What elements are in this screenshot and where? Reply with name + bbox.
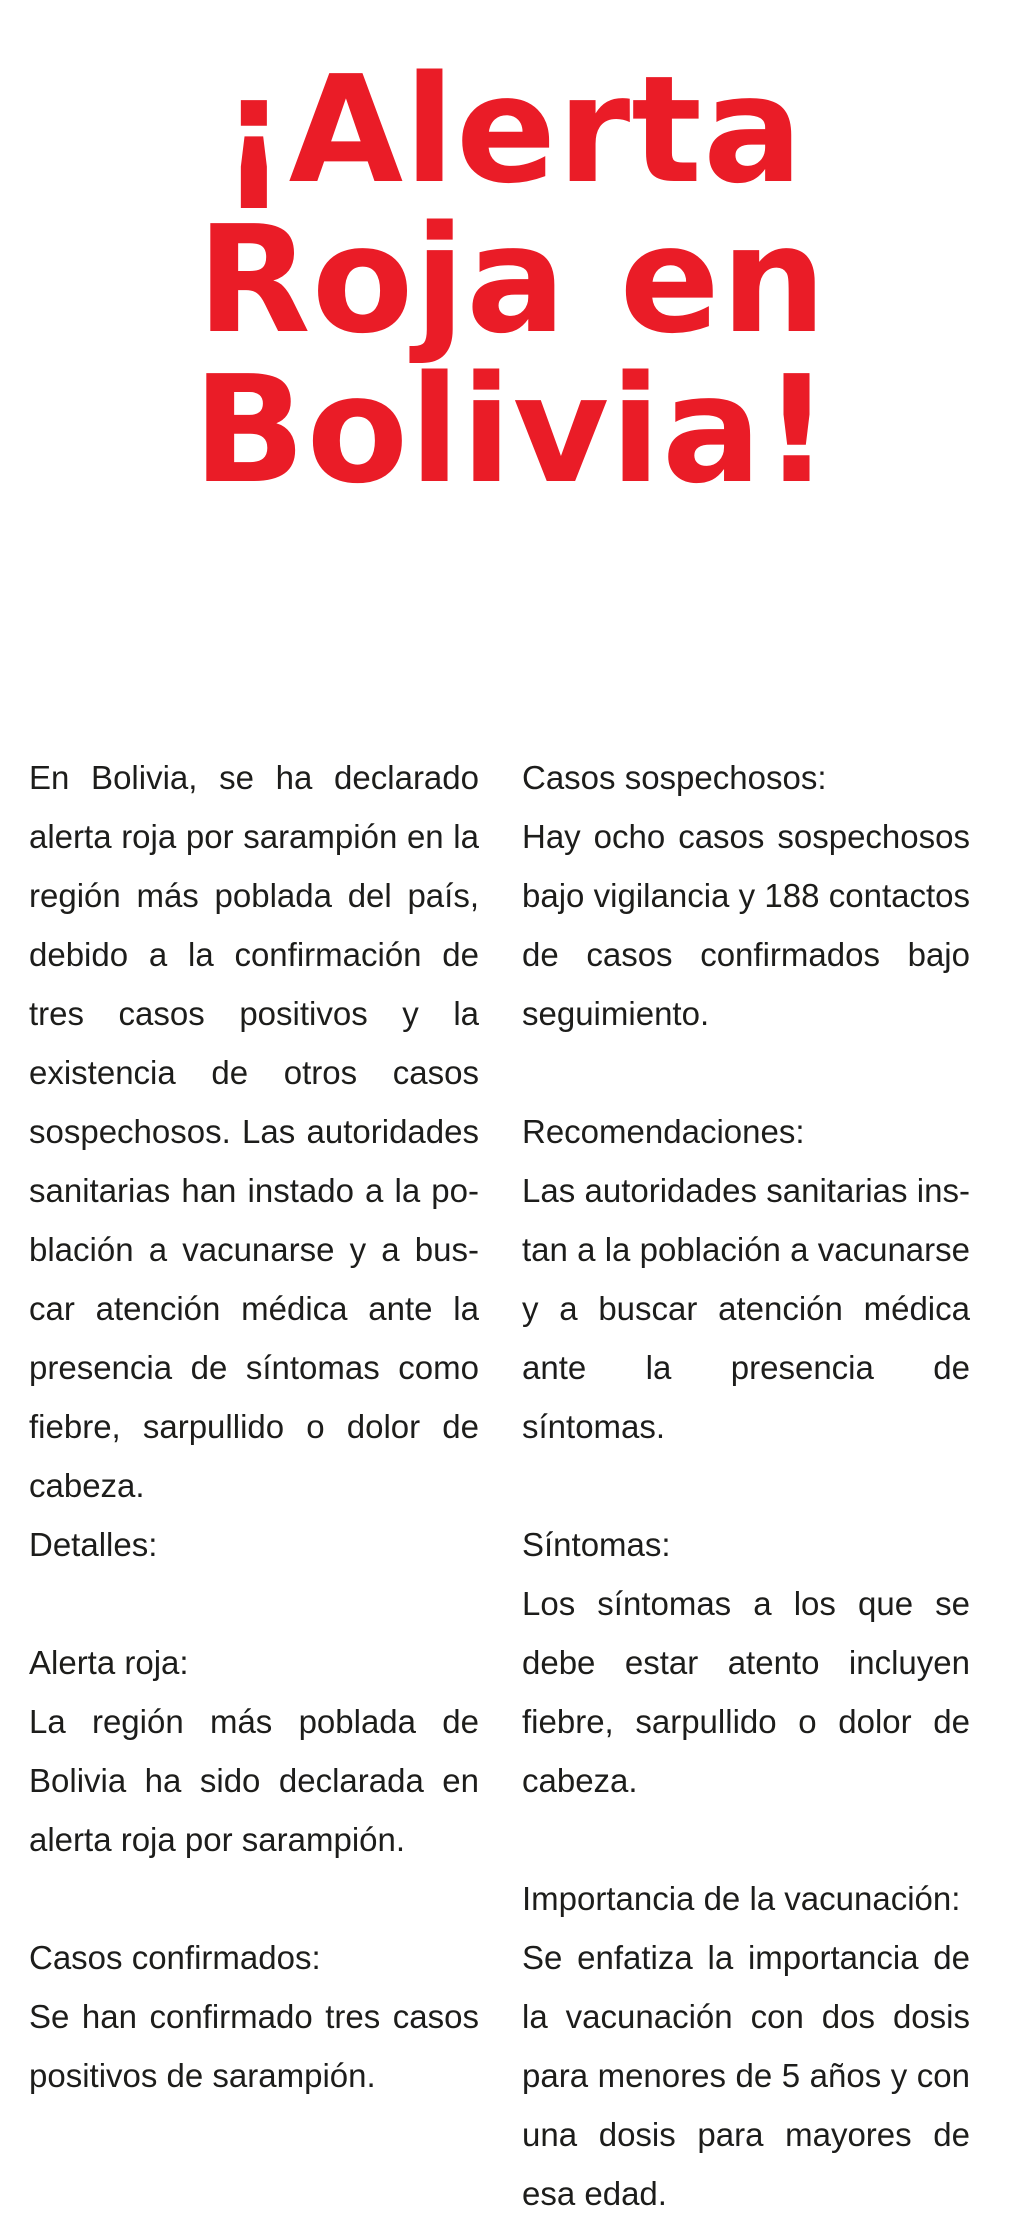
headline-line-2: Roja en bbox=[196, 194, 828, 366]
spacer bbox=[29, 1869, 479, 1928]
sintomas-heading: Síntomas: bbox=[522, 1526, 671, 1563]
right-column bbox=[522, 748, 970, 2223]
alerta-roja-text: La región más poblada de Bolivia ha sido declarada en alerta roja por sarampión. bbox=[29, 1703, 479, 1858]
spacer bbox=[522, 1456, 970, 1515]
recomendaciones-text: Las autoridades sanitarias instan a la población a vacunarse y a buscar atención médica ante la presencia de síntomas. bbox=[522, 1172, 970, 1445]
headline-line-1: ¡Alerta bbox=[220, 44, 804, 216]
casos-confirmados-text: Se han confirmado tres casos positivos de sarampión. bbox=[29, 1998, 479, 2094]
details-heading: Detalles: bbox=[29, 1526, 158, 1563]
left-column bbox=[29, 748, 479, 2105]
alerta-roja-heading: Alerta roja: bbox=[29, 1644, 189, 1681]
vacunacion-heading: Importancia de la vacunación: bbox=[522, 1880, 961, 1917]
casos-confirmados-heading: Casos confirmados: bbox=[29, 1939, 321, 1976]
headline-line-3: Bolivia! bbox=[192, 344, 832, 516]
intro-paragraph: En Bolivia, se ha declarado alerta roja por sarampión en la región más poblada del país, debido a la confirmación de tres casos positivos y la existencia de otros casos sospechosos. Las autoridades sanitarias han instado a la población a vacunarse y a buscar atención médica ante la presencia de síntomas como fiebre, sarpullido o dolor de cabeza. bbox=[29, 759, 479, 1504]
spacer bbox=[522, 1043, 970, 1102]
casos-sospechosos-heading: Casos sospechosos: bbox=[522, 759, 827, 796]
casos-sospechosos-text: Hay ocho casos sospechosos bajo vigilancia y 188 contactos de casos confirmados bajo seguimiento. bbox=[522, 818, 970, 1032]
spacer bbox=[522, 1810, 970, 1869]
recomendaciones-heading: Recomendaciones: bbox=[522, 1113, 805, 1150]
vacunacion-text: Se enfatiza la importancia de la vacunación con dos dosis para menores de 5 años y con una dosis para mayores de esa edad. bbox=[522, 1939, 970, 2212]
headline bbox=[0, 44, 1024, 516]
sintomas-text: Los síntomas a los que se debe estar atento incluyen fiebre, sarpullido o dolor de cabeza. bbox=[522, 1585, 970, 1799]
spacer bbox=[29, 1574, 479, 1633]
